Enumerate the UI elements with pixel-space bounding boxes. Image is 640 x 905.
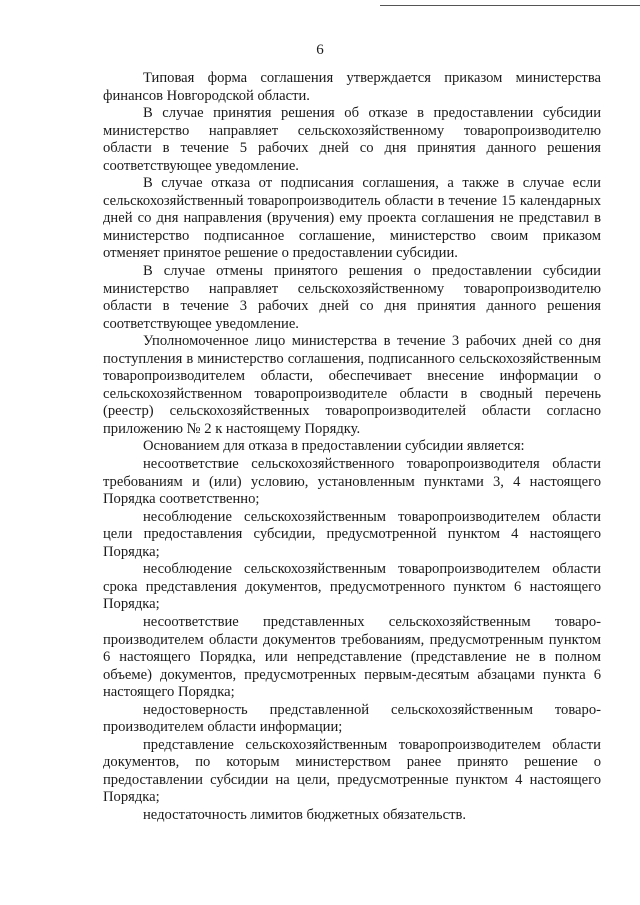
paragraph: В случае отмены принятого решения о предоставлении субсидии министерство направляет сельскохозяйственному товаропроизводителю области в течение 3 рабочих дней со дня принятия данного решения соответствующее уведомление. <box>103 263 601 332</box>
list-paragraph: несоблюдение сельскохозяйственным товаропроизводителем области цели предоставления субсидии, предусмотренной пунктом 4 настоящего Порядка; <box>103 508 601 560</box>
paragraph: Типовая форма соглашения утверждается приказом министерства финансов Новгородской области. <box>103 70 601 104</box>
list-paragraph: несоответствие представленных сельскохозяйственным товаропроизводителем области документов требованиям, предусмотренным пунктом 6 настоящего Порядка, или непредставление (представление не в полном объеме) документов, предусмотренных первым-десятым абзацами пункта 6 настоящего Порядка; <box>103 613 601 701</box>
list-paragraph: представление сельскохозяйственным товаропроизводителем области документов, по которым министерством ранее принято решение о предоставлении субсидии на цели, предусмотренные пунктом 4 настоящего Порядка; <box>103 736 601 806</box>
paragraph: Уполномоченное лицо министерства в течение 3 рабочих дней со дня поступления в министерство соглашения, подписанного сельскохозяйственным товаропроизводителем области, обеспечивает внесение информации о сельскохозяйственном товаропроизводителе области в сводный перечень (реестр) сельскохозяйственных товаропроизводителей области согласно приложению № 2 к настоящему Порядку. <box>103 333 601 437</box>
paragraph: Основанием для отказа в предоставлении субсидии является: <box>143 438 525 455</box>
paragraph: В случае отказа от подписания соглашения, а также в случае если сельскохозяйственный товаропроизводитель области в течение 15 календарных дней со дня направления (вручения) ему проекта соглашения не представил в министерство подписанное соглашение, министерство своим приказом отменяет принятое решение о предоставлении субсидии. <box>103 175 601 262</box>
paragraph: В случае принятия решения об отказе в предоставлении субсидии министерство направляет сельскохозяйственному товаропроизводителю области в течение 5 рабочих дней со дня принятия данного решения соответствующее уведомление. <box>103 105 601 174</box>
page-number: 6 <box>316 42 324 58</box>
list-paragraph: несоблюдение сельскохозяйственным товаропроизводителем области срока представления документов, предусмотренного пунктом 6 настоящего Порядка; <box>103 561 601 613</box>
top-rule <box>380 5 640 6</box>
list-paragraph: несоответствие сельскохозяйственного товаропроизводителя области требованиям и (или) условию, установленным пунктами 3, 4 настоящего Порядка соответственно; <box>103 456 601 508</box>
document-body <box>103 70 601 825</box>
list-paragraph: недостоверность представленной сельскохозяйственным товаропроизводителем области информации; <box>103 701 601 736</box>
list-paragraph: недостаточность лимитов бюджетных обязательств. <box>143 806 466 823</box>
